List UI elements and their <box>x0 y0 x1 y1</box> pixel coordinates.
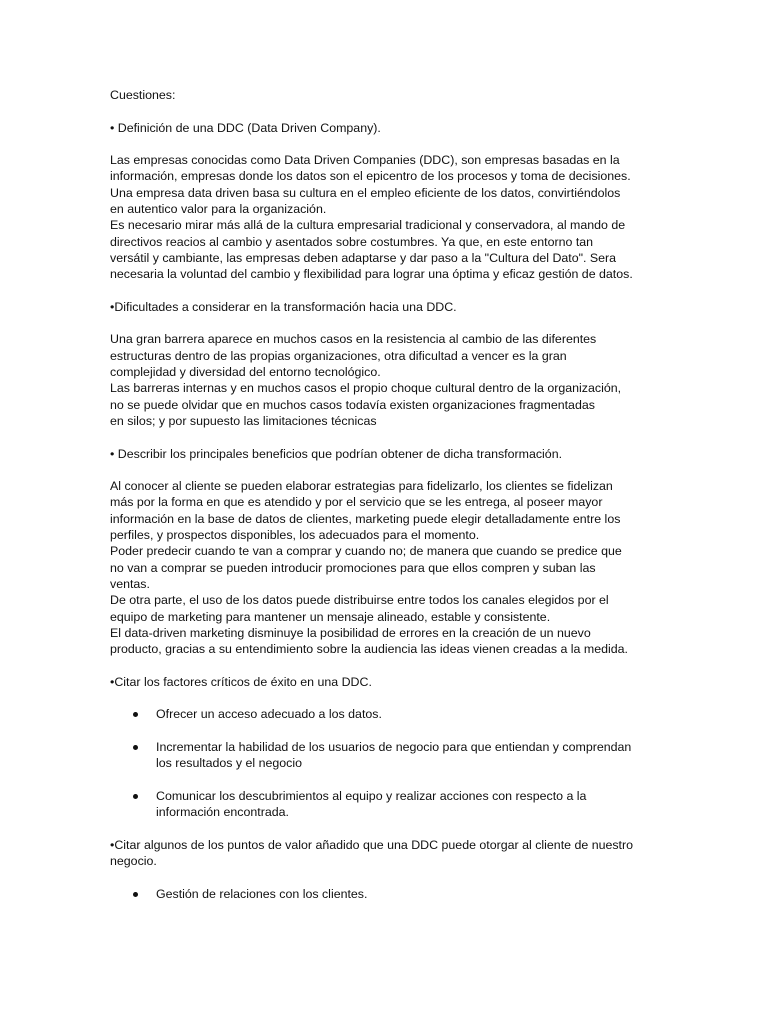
spacer <box>110 820 662 836</box>
list-item-line: información encontrada. <box>156 805 289 820</box>
section-heading-valor-line: negocio. <box>110 853 157 868</box>
spacer <box>110 462 662 478</box>
spacer <box>110 869 662 885</box>
paragraph-line: más por la forma en que es atendido y por el servicio que se les entrega, al poseer mayor <box>110 495 603 510</box>
section-heading-valor-line: •Citar algunos de los puntos de valor añadido que una DDC puede otorgar al cliente de nuestro <box>110 837 634 852</box>
paragraph-line: información, empresas donde los datos son el epicentro de los procesos y toma de decisiones. <box>110 169 631 184</box>
paragraph-line: complejidad y diversidad del entorno tecnológico. <box>110 365 381 380</box>
spacer <box>110 103 662 119</box>
paragraph-line: versátil y cambiante, las empresas deben adaptarse y dar paso a la "Cultura del Dato". Sera <box>110 250 617 265</box>
paragraph-dificultades <box>110 331 662 429</box>
paragraph-line: Es necesario mirar más allá de la cultura empresarial tradicional y conservadora, al mando de <box>110 218 626 233</box>
list-item-text <box>156 788 662 821</box>
spacer <box>110 429 662 445</box>
spacer <box>110 136 662 152</box>
spacer <box>110 315 662 331</box>
document-content <box>110 87 662 902</box>
document-title: Cuestiones: <box>110 88 176 102</box>
paragraph-line: en autentico valor para la organización. <box>110 202 327 217</box>
list-item-line: Comunicar los descubrimientos al equipo y realizar acciones con respecto a la <box>156 788 587 803</box>
paragraph-line: producto, gracias a su entendimiento sobre la audiencia las ideas vienen creadas a la medida. <box>110 642 628 657</box>
paragraph-line: El data-driven marketing disminuye la posibilidad de errores en la creación de un nuevo <box>110 625 591 640</box>
bullet-icon <box>131 739 143 755</box>
spacer <box>110 283 662 299</box>
section-heading-definicion: • Definición de una DDC (Data Driven Company). <box>110 120 381 135</box>
bullet-list-factores <box>110 706 662 820</box>
list-item <box>110 788 662 821</box>
spacer <box>110 657 662 673</box>
bullet-icon <box>131 706 143 722</box>
section-heading-dificultades: •Dificultades a considerar en la transformación hacia una DDC. <box>110 299 457 314</box>
list-item-line: Incrementar la habilidad de los usuarios de negocio para que entiendan y comprendan <box>156 739 632 754</box>
paragraph-line: directivos reacios al cambio y asentados sobre costumbres. Ya que, en este entorno tan <box>110 234 594 249</box>
paragraph-line: no se puede olvidar que en muchos casos todavía existen organizaciones fragmentadas <box>110 397 595 412</box>
list-item <box>110 706 662 722</box>
paragraph-definicion <box>110 152 662 282</box>
paragraph-line: ventas. <box>110 576 150 591</box>
paragraph-line: Una empresa data driven basa su cultura en el empleo eficiente de los datos, convirtiéndolos <box>110 185 621 200</box>
paragraph-line: Poder predecir cuando te van a comprar y cuando no; de manera que cuando se predice que <box>110 544 622 559</box>
paragraph-line: necesaria la voluntad del cambio y flexibilidad para lograr una óptima y eficaz gestión de datos. <box>110 267 633 282</box>
list-item-line: los resultados y el negocio <box>156 756 303 771</box>
spacer <box>110 690 662 706</box>
list-item-text <box>156 886 662 902</box>
list-item <box>110 886 662 902</box>
paragraph-line: equipo de marketing para mantener un mensaje alineado, estable y consistente. <box>110 609 551 624</box>
list-item-text <box>156 706 662 722</box>
list-item <box>110 739 662 772</box>
paragraph-line: perfiles, y prospectos disponibles, los adecuados para el momento. <box>110 528 480 543</box>
bullet-list-valor <box>110 886 662 902</box>
spacer <box>110 771 662 787</box>
section-heading-factores: •Citar los factores críticos de éxito en una DDC. <box>110 674 372 689</box>
paragraph-line: información en la base de datos de clientes, marketing puede elegir detalladamente entre los <box>110 511 621 526</box>
paragraph-line: De otra parte, el uso de los datos puede distribuirse entre todos los canales elegidos por el <box>110 593 609 608</box>
paragraph-line: en silos; y por supuesto las limitaciones técnicas <box>110 413 377 428</box>
spacer <box>110 723 662 739</box>
paragraph-line: no van a comprar se pueden introducir promociones para que ellos compren y suban las <box>110 560 596 575</box>
paragraph-beneficios <box>110 478 662 657</box>
bullet-icon <box>131 788 143 804</box>
bullet-icon <box>131 886 143 902</box>
list-item-line: Ofrecer un acceso adecuado a los datos. <box>156 707 382 722</box>
paragraph-line: Las barreras internas y en muchos casos el propio choque cultural dentro de la organización, <box>110 381 622 396</box>
paragraph-line: estructuras dentro de las propias organizaciones, otra dificultad a vencer es la gran <box>110 348 567 363</box>
list-item-text <box>156 739 662 772</box>
paragraph-line: Una gran barrera aparece en muchos casos en la resistencia al cambio de las diferentes <box>110 332 597 347</box>
list-item-line: Gestión de relaciones con los clientes. <box>156 886 368 901</box>
section-heading-beneficios: • Describir los principales beneficios que podrían obtener de dicha transformación. <box>110 446 563 461</box>
paragraph-line: Al conocer al cliente se pueden elaborar estrategias para fidelizarlo, los clientes se fidelizan <box>110 479 613 494</box>
paragraph-line: Las empresas conocidas como Data Driven Companies (DDC), son empresas basadas en la <box>110 153 620 168</box>
